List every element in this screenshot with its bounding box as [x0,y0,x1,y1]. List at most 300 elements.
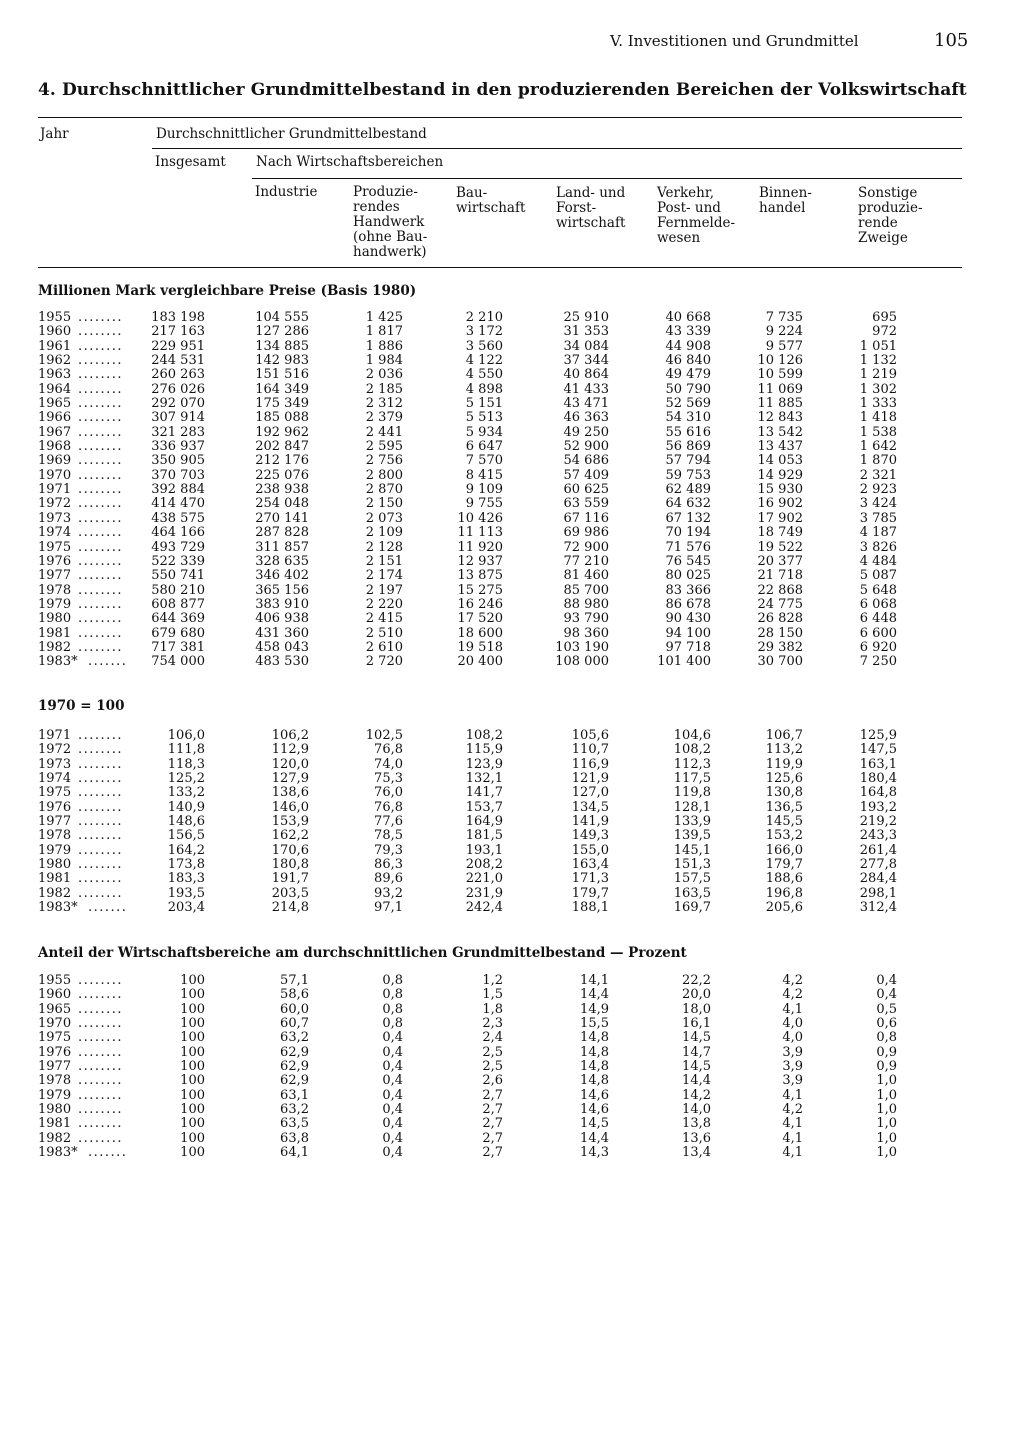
table-cell: 10 126 [757,353,803,369]
table-cell: 13,4 [682,1145,711,1161]
table-row [0,786,1024,800]
row-year: 1980 [38,1102,72,1118]
table-cell: 16 902 [757,496,803,512]
table-cell: 100 [180,1044,205,1060]
table-cell: 6 600 [859,625,897,641]
table-cell: 85 700 [563,582,609,598]
table-cell: 163,5 [673,885,711,901]
section-title-index: 1970 = 100 [38,698,125,714]
table-row [0,858,1024,872]
table-cell: 11 069 [757,381,803,397]
leader-dots: ........ [78,625,124,641]
table-cell: 179,7 [765,857,803,873]
table-cell: 188,6 [765,871,803,887]
table-cell: 1,5 [482,987,503,1003]
table-cell: 62 489 [665,482,711,498]
table-row [0,1117,1024,1131]
table-cell: 111,8 [167,742,205,758]
leader-dots: ........ [78,1016,124,1032]
table-row [0,1031,1024,1045]
leader-dots: ........ [78,728,124,743]
table-cell: 75,3 [374,771,403,787]
table-cell: 163,1 [859,756,897,772]
table-cell: 183,3 [167,871,205,887]
table-cell: 2 610 [365,639,403,655]
table-cell: 104,6 [673,728,711,743]
table-cell: 142 983 [255,353,309,369]
table-cell: 1 132 [859,353,897,369]
leader-dots: ........ [78,799,124,815]
table-cell: 20,0 [682,987,711,1003]
sub-rule [252,178,962,179]
table-cell: 22,2 [682,973,711,988]
table-cell: 307 914 [151,410,205,426]
row-year: 1974 [38,525,72,541]
table-cell: 5 513 [465,410,503,426]
table-cell: 63 559 [563,496,609,512]
table-cell: 69 986 [563,525,609,541]
leader-dots: ........ [78,467,124,483]
table-row [0,655,1024,669]
table-cell: 2 321 [859,467,897,483]
table-cell: 1 219 [859,367,897,383]
table-cell: 0,4 [382,1073,403,1089]
table-cell: 4,1 [782,1130,803,1146]
table-cell: 20 377 [757,553,803,569]
leader-dots: ........ [78,1030,124,1046]
table-cell: 2 128 [365,539,403,555]
table-cell: 2 151 [365,553,403,569]
table-cell: 46 363 [563,410,609,426]
table-cell: 3,9 [782,1044,803,1060]
table-cell: 57,1 [280,973,309,988]
leader-dots: ........ [78,1073,124,1089]
table-cell: 180,8 [271,857,309,873]
table-cell: 17 902 [757,510,803,526]
table-cell: 100 [180,1116,205,1132]
row-year: 1972 [38,742,72,758]
table-cell: 203,4 [167,900,205,916]
row-year: 1978 [38,1073,72,1089]
row-year: 1979 [38,1087,72,1103]
row-year: 1965 [38,396,72,412]
table-cell: 170,6 [271,842,309,858]
table-cell: 1 425 [365,310,403,325]
table-cell: 7 250 [859,654,897,670]
table-row [0,815,1024,829]
table-cell: 180,4 [859,771,897,787]
table-cell: 164,8 [859,785,897,801]
table-cell: 140,9 [167,799,205,815]
table-row [0,844,1024,858]
table-cell: 105,6 [571,728,609,743]
table-cell: 106,0 [167,728,205,743]
row-year: 1974 [38,771,72,787]
table-cell: 9 224 [765,324,803,340]
table-cell: 9 755 [465,496,503,512]
table-cell: 2 220 [365,596,403,612]
table-cell: 60,0 [280,1001,309,1017]
table-cell: 106,7 [765,728,803,743]
leader-dots: ........ [78,756,124,772]
table-cell: 0,8 [876,1030,897,1046]
table-cell: 29 382 [757,639,803,655]
table-cell: 2,7 [482,1130,503,1146]
table-cell: 9 109 [465,482,503,498]
table-cell: 2 756 [365,453,403,469]
table-cell: 5 934 [465,424,503,440]
row-year: 1978 [38,828,72,844]
table-cell: 128,1 [673,799,711,815]
table-cell: 151,3 [673,857,711,873]
table-cell: 10 426 [457,510,503,526]
leader-dots: ....... [88,900,128,916]
table-cell: 2 800 [365,467,403,483]
leader-dots: ........ [78,987,124,1003]
table-cell: 2 174 [365,568,403,584]
table-cell: 383 910 [255,596,309,612]
table-row [0,829,1024,843]
table-cell: 261,4 [859,842,897,858]
table-cell: 134,5 [571,799,609,815]
table-cell: 4,0 [782,1030,803,1046]
table-cell: 0,4 [876,973,897,988]
table-cell: 14,8 [580,1073,609,1089]
table-cell: 2 379 [365,410,403,426]
table-cell: 4,2 [782,1102,803,1118]
row-year: 1964 [38,381,72,397]
leader-dots: ........ [78,338,124,354]
table-cell: 34 084 [563,338,609,354]
table-cell: 16 246 [457,596,503,612]
table-cell: 119,9 [765,756,803,772]
table-cell: 153,2 [765,828,803,844]
table-cell: 0,4 [382,1145,403,1161]
table-cell: 136,5 [765,799,803,815]
table-cell: 54 310 [665,410,711,426]
table-cell: 1 870 [859,453,897,469]
table-row [0,1003,1024,1017]
table-cell: 149,3 [571,828,609,844]
table-cell: 15,5 [580,1016,609,1032]
table-row [0,743,1024,757]
table-cell: 127,9 [271,771,309,787]
table-cell: 2 510 [365,625,403,641]
table-cell: 2 720 [365,654,403,670]
table-cell: 10 599 [757,367,803,383]
table-cell: 50 790 [665,381,711,397]
table-cell: 6 068 [859,596,897,612]
leader-dots: ........ [78,482,124,498]
leader-dots: ........ [78,1102,124,1118]
row-year: 1977 [38,1059,72,1075]
table-cell: 0,4 [382,1116,403,1132]
table-cell: 125,6 [765,771,803,787]
table-row [0,1146,1024,1160]
table-cell: 14 929 [757,467,803,483]
table-cell: 2,4 [482,1030,503,1046]
table-cell: 231,9 [465,885,503,901]
table-cell: 13,8 [682,1116,711,1132]
table-cell: 5 151 [465,396,503,412]
row-year: 1970 [38,467,72,483]
row-year: 1981 [38,625,72,641]
table-cell: 110,7 [571,742,609,758]
leader-dots: ....... [88,1145,128,1161]
leader-dots: ........ [78,885,124,901]
table-cell: 151 516 [255,367,309,383]
table-row [0,1132,1024,1146]
leader-dots: ........ [78,553,124,569]
table-cell: 2 197 [365,582,403,598]
table-cell: 179,7 [571,885,609,901]
table-cell: 67 132 [665,510,711,526]
table-cell: 0,6 [876,1016,897,1032]
table-cell: 62,9 [280,1059,309,1075]
table-cell: 2,6 [482,1073,503,1089]
table-cell: 70 194 [665,525,711,541]
table-cell: 3 826 [859,539,897,555]
header-insgesamt: Insgesamt [155,154,226,170]
table-cell: 54 686 [563,453,609,469]
table-cell: 145,1 [673,842,711,858]
table-cell: 11 920 [457,539,503,555]
table-cell: 8 415 [465,467,503,483]
table-cell: 63,2 [280,1102,309,1118]
table-cell: 155,0 [571,842,609,858]
table-cell: 0,8 [382,987,403,1003]
table-cell: 64,1 [280,1145,309,1161]
leader-dots: ........ [78,367,124,383]
row-year: 1971 [38,482,72,498]
table-cell: 244 531 [151,353,205,369]
table-cell: 104 555 [255,310,309,325]
table-row [0,325,1024,339]
row-year: 1975 [38,539,72,555]
table-cell: 14,0 [682,1102,711,1118]
table-cell: 5 648 [859,582,897,598]
table-cell: 754 000 [151,654,205,670]
section-index-rows [0,729,1024,915]
table-row [0,1103,1024,1117]
table-row [0,1074,1024,1088]
table-cell: 217 163 [151,324,205,340]
table-cell: 277,8 [859,857,897,873]
table-cell: 21 718 [757,568,803,584]
table-cell: 60,7 [280,1016,309,1032]
running-head: V. Investitionen und Grundmittel [610,32,859,50]
table-cell: 0,9 [876,1059,897,1075]
table-cell: 1 642 [859,439,897,455]
leader-dots: ........ [78,742,124,758]
leader-dots: ........ [78,1116,124,1132]
table-cell: 0,5 [876,1001,897,1017]
leader-dots: ........ [78,410,124,426]
table-cell: 134 885 [255,338,309,354]
table-row [0,411,1024,425]
table-cell: 49 250 [563,424,609,440]
table-cell: 188,1 [571,900,609,916]
leader-dots: ........ [78,424,124,440]
table-cell: 14 053 [757,453,803,469]
table-cell: 4,2 [782,973,803,988]
table-cell: 2 036 [365,367,403,383]
table-cell: 193,5 [167,885,205,901]
header-sonstige: Sonstige produzie- rende Zweige [858,185,923,246]
table-cell: 4 122 [465,353,503,369]
table-cell: 0,4 [382,1130,403,1146]
table-row [0,512,1024,526]
table-cell: 1,8 [482,1001,503,1017]
table-cell: 71 576 [665,539,711,555]
table-cell: 14,5 [580,1116,609,1132]
table-cell: 80 025 [665,568,711,584]
header-group: Durchschnittlicher Grundmittelbestand [156,126,427,142]
table-cell: 196,8 [765,885,803,901]
table-cell: 40 668 [665,310,711,325]
table-cell: 2 150 [365,496,403,512]
table-cell: 0,8 [382,1016,403,1032]
table-cell: 13 542 [757,424,803,440]
table-cell: 64 632 [665,496,711,512]
table-cell: 44 908 [665,338,711,354]
table-cell: 270 141 [255,510,309,526]
row-year: 1979 [38,596,72,612]
table-title: 4. Durchschnittlicher Grundmittelbestand in den produzierenden Bereichen der Volkswirtschaft [38,80,967,100]
table-cell: 14,9 [580,1001,609,1017]
table-cell: 11 885 [757,396,803,412]
table-cell: 679 680 [151,625,205,641]
table-cell: 14,3 [580,1145,609,1161]
table-cell: 100 [180,1016,205,1032]
table-cell: 0,4 [382,1044,403,1060]
table-cell: 1 418 [859,410,897,426]
row-year: 1973 [38,510,72,526]
table-cell: 113,2 [765,742,803,758]
table-cell: 156,5 [167,828,205,844]
leader-dots: ........ [78,1130,124,1146]
header-verkehr: Verkehr, Post- und Fernmelde- wesen [657,185,736,246]
table-cell: 644 369 [151,611,205,627]
table-cell: 4,0 [782,1016,803,1032]
table-cell: 169,7 [673,900,711,916]
table-cell: 0,4 [382,1102,403,1118]
table-row [0,758,1024,772]
table-cell: 63,1 [280,1087,309,1103]
table-cell: 93 790 [563,611,609,627]
table-cell: 41 433 [563,381,609,397]
table-row [0,887,1024,901]
table-cell: 115,9 [465,742,503,758]
table-row [0,901,1024,915]
table-cell: 370 703 [151,467,205,483]
table-cell: 4,1 [782,1087,803,1103]
leader-dots: ........ [78,396,124,412]
table-cell: 67 116 [563,510,609,526]
table-cell: 112,9 [271,742,309,758]
table-cell: 133,9 [673,814,711,830]
table-cell: 4 898 [465,381,503,397]
table-cell: 608 877 [151,596,205,612]
table-cell: 1 333 [859,396,897,412]
table-cell: 181,5 [465,828,503,844]
table-cell: 97 718 [665,639,711,655]
table-cell: 52 569 [665,396,711,412]
table-cell: 2 210 [465,310,503,325]
table-cell: 3,9 [782,1073,803,1089]
table-cell: 1 302 [859,381,897,397]
row-year: 1975 [38,1030,72,1046]
table-cell: 438 575 [151,510,205,526]
table-cell: 59 753 [665,467,711,483]
table-cell: 86 678 [665,596,711,612]
table-cell: 153,9 [271,814,309,830]
table-cell: 2,7 [482,1087,503,1103]
table-row [0,469,1024,483]
table-cell: 464 166 [151,525,205,541]
table-row [0,397,1024,411]
top-rule [38,117,962,118]
table-cell: 406 938 [255,611,309,627]
table-cell: 31 353 [563,324,609,340]
table-cell: 94 100 [665,625,711,641]
table-cell: 147,5 [859,742,897,758]
row-year: 1982 [38,885,72,901]
row-year: 1975 [38,785,72,801]
leader-dots: ........ [78,1001,124,1017]
table-cell: 133,2 [167,785,205,801]
table-row [0,1060,1024,1074]
table-cell: 431 360 [255,625,309,641]
row-year: 1966 [38,410,72,426]
table-cell: 57 409 [563,467,609,483]
table-cell: 1,0 [876,1116,897,1132]
table-cell: 6 647 [465,439,503,455]
table-cell: 100 [180,987,205,1003]
table-cell: 0,4 [382,1087,403,1103]
table-cell: 141,7 [465,785,503,801]
table-cell: 11 113 [457,525,503,541]
leader-dots: ........ [78,871,124,887]
table-cell: 2,7 [482,1145,503,1161]
row-year: 1973 [38,756,72,772]
row-year: 1960 [38,987,72,1003]
table-cell: 4 187 [859,525,897,541]
header-nach: Nach Wirtschaftsbereichen [256,154,444,170]
table-cell: 4,1 [782,1001,803,1017]
table-cell: 86,3 [374,857,403,873]
row-year: 1978 [38,582,72,598]
table-row [0,584,1024,598]
table-cell: 123,9 [465,756,503,772]
table-cell: 13 437 [757,439,803,455]
leader-dots: ........ [78,771,124,787]
table-cell: 1 817 [365,324,403,340]
table-cell: 22 868 [757,582,803,598]
table-cell: 43 471 [563,396,609,412]
section-mark-rows [0,311,1024,670]
row-year: 1977 [38,568,72,584]
table-cell: 1 984 [365,353,403,369]
table-row [0,454,1024,468]
table-cell: 193,1 [465,842,503,858]
table-cell: 18 600 [457,625,503,641]
table-cell: 493 729 [151,539,205,555]
table-cell: 221,0 [465,871,503,887]
table-cell: 212 176 [255,453,309,469]
table-cell: 43 339 [665,324,711,340]
table-cell: 14,6 [580,1087,609,1103]
